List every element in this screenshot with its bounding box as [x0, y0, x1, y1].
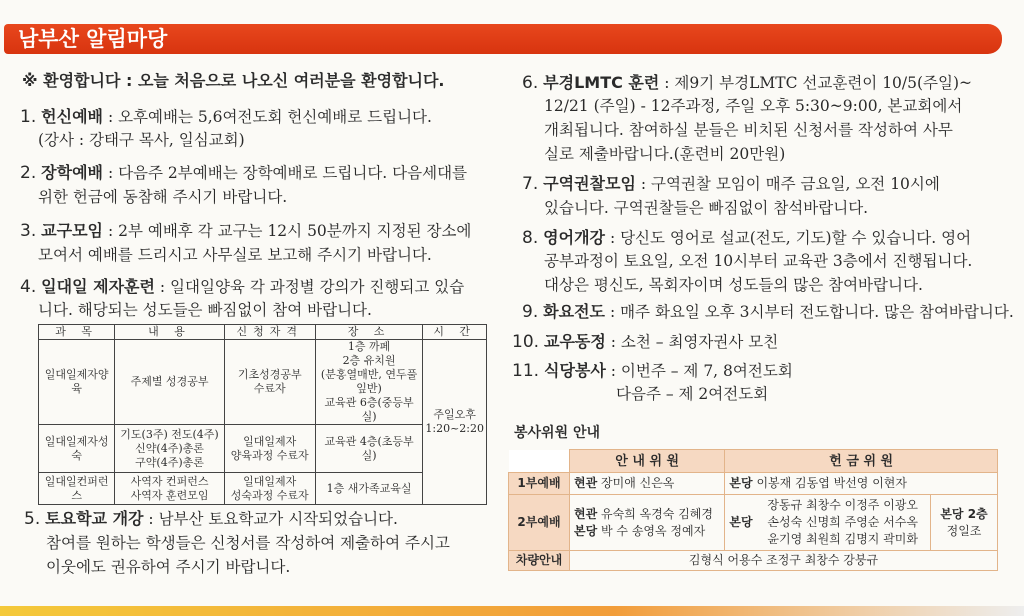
notice-item-8-line: 대상은 평신도, 목회자이며 성도들의 많은 참여바랍니다. — [544, 276, 923, 294]
cell-qual: 일대일제자 양육과정 수료자 — [224, 425, 315, 473]
notice-item-3: 3. 교구모임 : 2부 예배후 각 교구는 12시 50분까지 지정된 장소에 — [20, 221, 472, 241]
notice-item-4: 4. 일대일 제자훈련 : 일대일양육 각 과정별 강의가 진행되고 있습 — [20, 277, 465, 297]
table-row — [509, 473, 998, 495]
discipleship-schedule-table — [38, 324, 487, 505]
col-header-time: 시 간 — [423, 325, 487, 340]
col-header-offering: 헌 금 위 원 — [725, 450, 998, 473]
table-row — [509, 551, 998, 571]
notice-item-6-line: 실로 제출바랍니다.(훈련비 20만원) — [544, 145, 786, 163]
offering-names: 장동규 최창수 이정주 이광오 손성숙 신명희 주영순 서수옥 윤기영 최원희 김명지 곽미화 — [763, 495, 930, 551]
notice-item-7: 7. 구역권찰모임 : 구역권찰 모임이 매주 금요일, 오전 10시에 — [522, 174, 940, 194]
offering-place: 본당 — [725, 495, 764, 551]
cell-time: 주일오후 1:20~2:20 — [423, 340, 487, 505]
notice-item-6: 6. 부경LMTC 훈련 : 제9기 부경LMTC 선교훈련이 10/5(주일)~ — [522, 73, 973, 93]
welcome-text: ※ 환영합니다 : 오늘 처음으로 나오신 여러분을 환영합니다. — [22, 71, 445, 90]
offering-extra: 본당 2층 정일조 — [931, 495, 998, 551]
notice-item-7-line: 있습니다. 구역권찰들은 빠짐없이 참석바랍니다. — [544, 199, 869, 217]
table-row — [39, 425, 487, 473]
guide-cell: 현관 유숙희 옥경숙 김혜경 본당 박 수 송영옥 정예자 — [570, 495, 725, 551]
notice-item-1: 1. 헌신예배 : 오후예배는 5,6여전도회 헌신예배로 드립니다. — [20, 107, 432, 127]
notice-item-2-line: 위한 헌금에 동참해 주시기 바랍니다. — [38, 188, 288, 206]
notice-item-5-line: 이웃에도 권유하여 주시기 바랍니다. — [46, 558, 291, 576]
volunteer-table — [508, 449, 998, 571]
table-row — [39, 473, 487, 505]
col-header-subject: 과 목 — [39, 325, 115, 340]
cell-subject: 일대일컨퍼런스 — [39, 473, 115, 505]
notice-item-10: 10. 교우동정 : 소천 – 최영자권사 모친 — [512, 332, 779, 352]
page-title: 남부산 알림마당 — [18, 27, 168, 51]
notice-item-11-line: 다음주 – 제 2여전도회 — [616, 385, 769, 403]
notice-item-8-line: 공부과정이 토요일, 오전 10시부터 교육관 3층에서 진행됩니다. — [544, 252, 973, 270]
notice-item-8: 8. 영어개강 : 당신도 영어로 설교(전도, 기도)할 수 있습니다. 영어 — [522, 228, 972, 248]
cell-qual: 기초성경공부 수료자 — [224, 340, 315, 425]
notice-item-5-line: 참여를 원하는 학생들은 신청서를 작성하여 제출하여 주시고 — [46, 534, 450, 552]
row-label: 차량안내 — [509, 551, 570, 571]
cell-content: 기도(3주) 전도(4주) 신약(4주)총론 구약(4주)총론 — [115, 425, 224, 473]
notice-item-9: 9. 화요전도 : 매주 화요일 오후 3시부터 전도합니다. 많은 참여바랍니다. — [522, 302, 1014, 322]
driver-cell: 김형식 어용수 조정구 최창수 강붕규 — [570, 551, 998, 571]
notice-item-11: 11. 식당봉사 : 이번주 – 제 7, 8여전도회 — [512, 361, 793, 381]
cell-content: 주제별 성경공부 — [115, 340, 224, 425]
notice-item-3-line: 모여서 예배를 드리시고 사무실로 보고해 주시기 바랍니다. — [38, 246, 432, 264]
bottom-color-bar — [0, 606, 1024, 616]
volunteer-heading: 봉사위원 안내 — [514, 425, 601, 441]
row-label: 2부예배 — [509, 495, 570, 551]
col-header-place: 장 소 — [315, 325, 423, 340]
table-row — [509, 495, 998, 551]
notice-item-2: 2. 장학예배 : 다음주 2부예배는 장학예배로 드립니다. 다음세대를 — [20, 163, 468, 183]
notice-item-4-line: 니다. 해당되는 성도들은 빠짐없이 참여 바랍니다. — [38, 301, 372, 319]
offering-cell: 본당 이봉재 김동엽 박선영 이현자 — [725, 473, 998, 495]
col-header-guide: 안 내 위 원 — [570, 450, 725, 473]
cell-content: 사역자 컨퍼런스 사역자 훈련모임 — [115, 473, 224, 505]
cell-subject: 일대일제자양육 — [39, 340, 115, 425]
col-header-content: 내 용 — [115, 325, 224, 340]
guide-cell: 현관 장미애 신은옥 — [570, 473, 725, 495]
notice-item-1-line: (강사 : 강태구 목사, 일심교회) — [38, 131, 245, 149]
table-row — [39, 340, 487, 425]
cell-place: 교육관 4층(초등부실) — [315, 425, 423, 473]
col-header-qual: 신청자격 — [224, 325, 315, 340]
cell-subject: 일대일제자성숙 — [39, 425, 115, 473]
notice-item-6-line: 12/21 (주일) - 12주과정, 주일 오후 5:30~9:00, 본교회에서 — [544, 97, 963, 115]
header-banner — [4, 24, 1002, 54]
notice-item-6-line: 개최됩니다. 참여하실 분들은 비치된 신청서를 작성하여 사무 — [544, 121, 953, 139]
cell-qual: 일대일제자 성숙과정 수료자 — [224, 473, 315, 505]
cell-place: 1층 까페 2층 유치원 (분홍열매반, 연두풀잎반) 교육관 6층(중등부실) — [315, 340, 423, 425]
row-label: 1부예배 — [509, 473, 570, 495]
notice-item-5: 5. 토요학교 개강 : 남부산 토요학교가 시작되었습니다. — [24, 509, 398, 529]
cell-place: 1층 새가족교육실 — [315, 473, 423, 505]
